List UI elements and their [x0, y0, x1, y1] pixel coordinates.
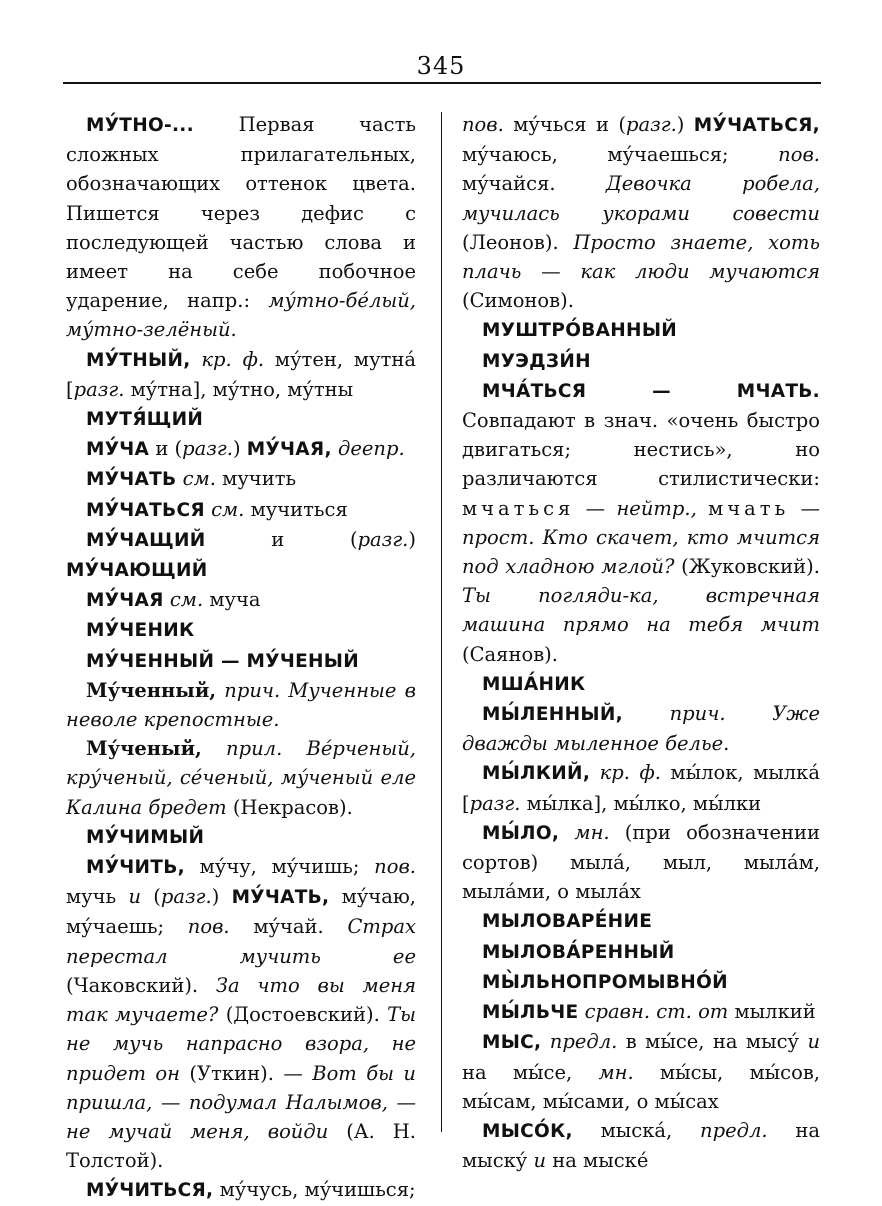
- entry-text: (Уткин). —: [180, 1061, 313, 1085]
- column-divider: [441, 112, 442, 1132]
- entry-text: мн.: [559, 820, 610, 844]
- entry-text: му́чься и (: [503, 113, 626, 136]
- entry-text: Ты погляди-ка, встречная машина прямо на тебя мчит: [462, 584, 820, 637]
- entry-text: мы́лка], мы́лко, мы́лки: [520, 791, 762, 815]
- headword: МУ́ЧА: [86, 439, 150, 461]
- headword: МУ́ЧАЯ,: [246, 439, 332, 461]
- entry-text: разг.: [73, 377, 125, 401]
- headword: МЫ̀ЛЬНОПРОМЫВНО́Й: [482, 971, 728, 993]
- dictionary-entry: [462, 997, 820, 1027]
- entry-text: Девочка робела, мучилась укорами совести: [462, 172, 820, 225]
- entry-text: мылкий: [728, 1000, 816, 1024]
- header-rule: [63, 82, 821, 84]
- entry-text: предл.: [541, 1030, 618, 1054]
- entry-text: пов.: [374, 855, 416, 879]
- headword: МУ́ЧАТЬСЯ: [86, 499, 205, 521]
- headword: МУШТРО́ВАННЫЙ: [482, 320, 678, 342]
- dictionary-entry: [66, 615, 416, 645]
- headword: МУ́ЧАТЬ: [86, 469, 177, 491]
- dictionary-entry: [66, 734, 416, 822]
- entry-text: и: [533, 1149, 547, 1173]
- entry-text: предл.: [700, 1118, 768, 1142]
- entry-text: прич. Мученные в неволе крепостные.: [66, 678, 416, 732]
- entry-text: пов.: [187, 915, 230, 939]
- entry-text: (Достоевский).: [218, 1003, 388, 1027]
- entry-text: му́чайся.: [462, 172, 606, 196]
- dictionary-entry: [462, 699, 820, 758]
- dictionary-entry: [462, 937, 820, 967]
- entry-text: мучиться: [244, 497, 348, 521]
- dictionary-entry: [66, 345, 416, 404]
- entry-text: и (: [205, 527, 358, 551]
- entry-text: (: [141, 885, 161, 909]
- entry-text: (А. Н. Толстой).: [66, 1119, 416, 1173]
- entry-text: в мы́се, на мысу́: [617, 1030, 808, 1054]
- dictionary-entry: [66, 525, 416, 585]
- entry-text: Совпадают в знач. «очень быстро двигаться; нестись», но различаются стилистически:: [462, 409, 820, 491]
- dictionary-entry: [462, 1027, 820, 1116]
- dictionary-entry: [462, 758, 820, 817]
- dictionary-entry: [66, 852, 416, 1175]
- entry-text: Му́ченный,: [86, 678, 217, 702]
- entry-text: ): [408, 527, 416, 551]
- headword: МУ́ЧЕНИК: [86, 620, 195, 642]
- entry-text: прич. Уже дважды мыленное белье.: [462, 702, 820, 756]
- dictionary-entry: [66, 822, 416, 852]
- entry-text: см.: [204, 497, 245, 521]
- entry-text: (Жуковский).: [674, 555, 820, 579]
- entry-text: муча: [203, 588, 261, 612]
- headword: МУТЯ́ЩИЙ: [86, 409, 204, 431]
- entry-text: —: [789, 496, 820, 520]
- headword: МУ́ЧАЮЩИЙ: [66, 560, 208, 582]
- entry-text: мы́сы, мы́сов, мы́сам, мы́сами, о мы́сах: [462, 1060, 820, 1113]
- dictionary-entry: [462, 110, 820, 315]
- headword: МША́НИК: [482, 673, 586, 695]
- entry-text: и: [128, 885, 141, 909]
- entry-text: кр. ф.: [590, 761, 661, 785]
- entry-text: му́чу, му́чишь;: [184, 855, 375, 879]
- dictionary-entry: [462, 315, 820, 345]
- entry-text: на мыске́: [546, 1149, 649, 1173]
- entry-text: му́тен, мутна́ [: [66, 347, 416, 401]
- entry-text: пов.: [462, 113, 504, 136]
- entry-text: разг.: [357, 527, 409, 551]
- dictionary-entry: [66, 585, 416, 615]
- entry-text: му́чай.: [229, 915, 348, 939]
- entry-text: мучь: [66, 885, 129, 909]
- dictionary-entry: [462, 906, 820, 936]
- entry-text: (Чаковский).: [66, 973, 216, 997]
- headword: МЫЛОВА́РЕННЫЙ: [482, 941, 675, 963]
- entry-text: см.: [176, 467, 216, 491]
- entry-text: му́тна], му́тно, му́тны: [124, 377, 354, 401]
- dictionary-entry: [66, 495, 416, 525]
- headword: МУ́ТНЫЙ,: [86, 349, 191, 371]
- right-column: [462, 110, 820, 1175]
- entry-text: За что вы меня так мучаете?: [66, 973, 416, 1027]
- entry-text: му́чаю, му́чаешь;: [66, 885, 416, 939]
- headword: МЫСО́К,: [482, 1120, 573, 1142]
- left-column: [66, 110, 416, 1206]
- headword: МЫ́ЛЬЧЕ: [482, 1002, 579, 1024]
- entry-text: пов.: [778, 143, 820, 167]
- entry-text: на мыску́: [462, 1118, 820, 1173]
- entry-text: и (: [149, 437, 183, 461]
- headword: МЫЛОВАРЕ́НИЕ: [482, 911, 653, 933]
- headword: МЫ́ЛКИЙ,: [482, 763, 591, 785]
- entry-text: и: [807, 1030, 820, 1054]
- entry-text: разг.: [469, 791, 521, 815]
- entry-text: мчаться: [462, 496, 575, 520]
- entry-text: ): [232, 437, 247, 461]
- entry-text: —: [574, 496, 617, 520]
- entry-text: му́чаюсь, му́чаешься;: [462, 143, 779, 167]
- entry-text: разг.: [625, 113, 677, 136]
- entry-text: (при обозначении сортов) мыла́, мыл, мыла́м, мыла́ми, о мыла́х: [462, 820, 820, 904]
- headword: МУ́ЧАТЬ,: [231, 887, 330, 909]
- entry-text: [697, 497, 708, 520]
- headword: МЫ́ЛО,: [482, 822, 560, 844]
- entry-text: Му́ченый,: [86, 737, 202, 761]
- entry-text: мыска́,: [572, 1118, 701, 1142]
- entry-text: Просто знаете, хоть плачь — как люди мучаются: [462, 230, 820, 284]
- entry-text: мучить: [215, 467, 297, 491]
- dictionary-entry: [462, 967, 820, 997]
- dictionary-entry: [66, 676, 416, 734]
- entry-text: мы́лок, мылка́ [: [462, 761, 820, 815]
- entry-text: см.: [163, 588, 204, 612]
- entry-text: (Симонов).: [462, 289, 574, 313]
- headword: МУ́ЧЕННЫЙ — МУ́ЧЕНЫЙ: [86, 650, 360, 672]
- dictionary-entry: [66, 1175, 416, 1205]
- dictionary-entry: [66, 646, 416, 676]
- dictionary-entry: [66, 110, 416, 345]
- headword: МЫ́ЛЕННЫЙ,: [482, 704, 623, 726]
- dictionary-entry: [462, 346, 820, 376]
- entry-text: сравн. ст. от: [578, 1000, 729, 1024]
- entry-text: разг.: [160, 885, 212, 909]
- page-number: 345: [416, 52, 466, 80]
- entry-text: Первая часть сложных прилагательных, обозначающих оттенок цвета. Пишется через дефис с последующей частью слова и имеет на себе побочное ударение, напр.:: [66, 113, 416, 313]
- entry-text: (Некрасов).: [226, 795, 353, 819]
- headword: МУ́ЧИТЬ,: [86, 857, 185, 879]
- entry-text: нейтр.,: [616, 496, 697, 520]
- headword: МУ́ЧИМЫЙ: [86, 826, 205, 848]
- headword: МУ́ЧИТЬСЯ,: [86, 1180, 214, 1202]
- dictionary-entry: [462, 669, 820, 699]
- entry-text: разг.: [182, 437, 233, 461]
- headword: МУ́ТНО-...: [86, 115, 194, 136]
- headword: МЧА́ТЬСЯ — МЧАТЬ.: [482, 380, 820, 402]
- headword: МУ́ЧАТЬСЯ,: [693, 115, 821, 136]
- headword: МУ́ЧАЯ: [86, 590, 164, 612]
- dictionary-entry: [66, 434, 416, 464]
- headword: МЫС,: [482, 1032, 542, 1054]
- entry-text: на мы́се,: [462, 1060, 599, 1084]
- dictionary-entry: [462, 1116, 820, 1175]
- dictionary-entry: [462, 376, 820, 669]
- entry-text: деепр.: [331, 437, 405, 461]
- entry-text: (Леонов).: [462, 230, 574, 254]
- entry-text: кр. ф.: [190, 347, 265, 371]
- dictionary-entry: [66, 464, 416, 494]
- dictionary-entry: [66, 404, 416, 434]
- headword: МУЭДЗИ́Н: [482, 350, 591, 372]
- entry-text: прост. Кто скачет, кто мчится под хладною мглой?: [462, 525, 820, 579]
- entry-text: Вот бы и пришла, — подумал Налымов, — не мучай меня, войди: [66, 1061, 416, 1143]
- entry-text: мчать: [708, 496, 790, 520]
- headword: МУ́ЧАЩИЙ: [86, 529, 206, 551]
- entry-text: му́тно-бе́лый, му́тно-зелёный.: [66, 289, 416, 342]
- entry-text: Ты не мучь напрасно взора, не придет он: [66, 1003, 416, 1085]
- entry-text: ): [676, 113, 694, 136]
- entry-text: прил. Ве́рченый, кру́ченый, се́ченый, му́ченый еле Калина бредет: [66, 737, 416, 819]
- entry-text: Страх перестал мучить ее: [66, 915, 416, 968]
- entry-text: мн.: [598, 1060, 634, 1084]
- entry-text: му́чусь, му́чишься;: [213, 1178, 416, 1202]
- entry-text: ): [211, 885, 232, 909]
- entry-text: (Саянов).: [462, 642, 558, 666]
- dictionary-entry: [462, 818, 820, 907]
